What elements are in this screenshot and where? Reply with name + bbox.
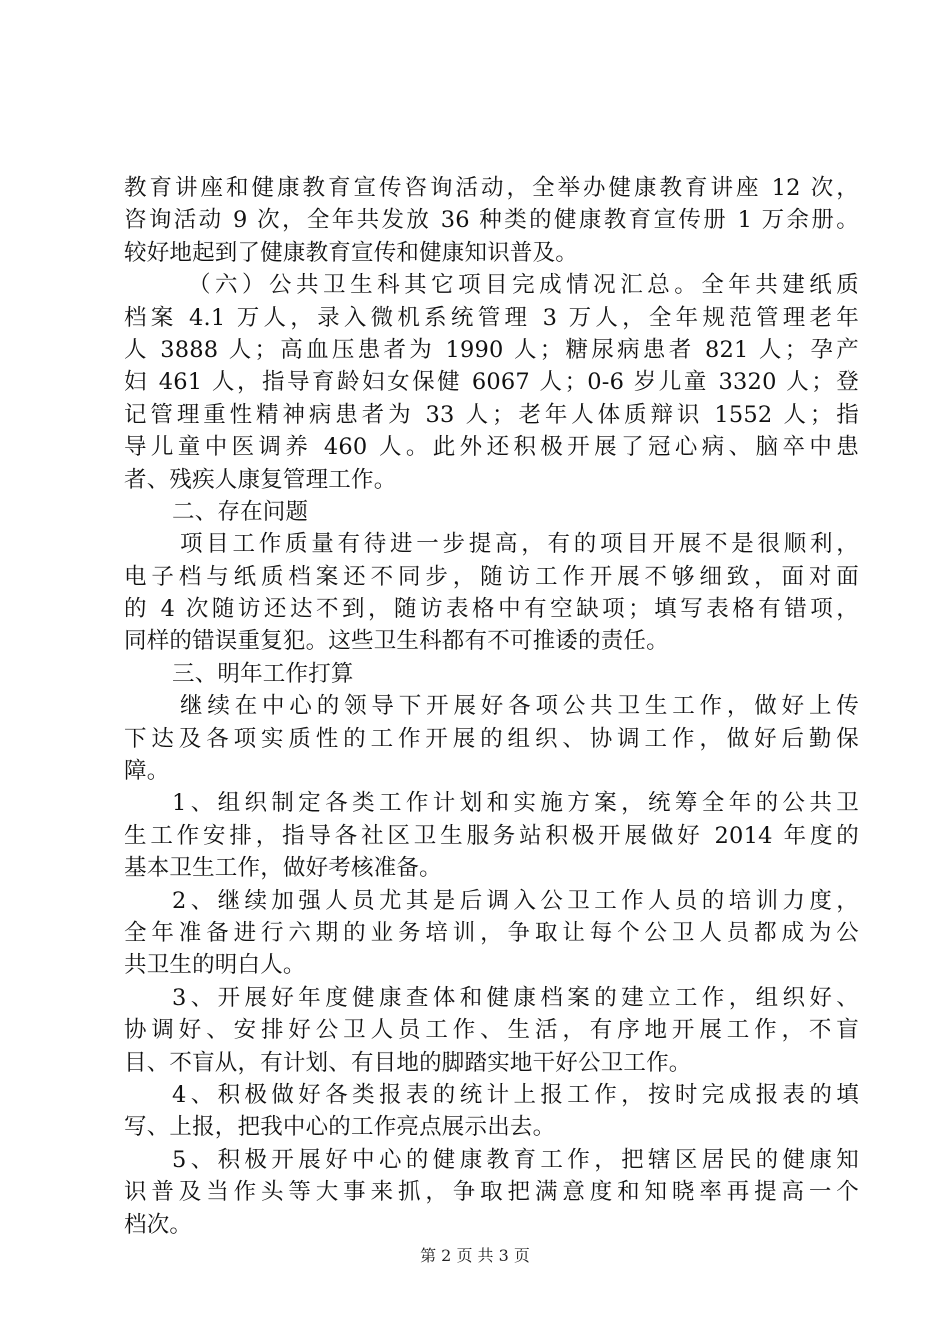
list-item-1-line: 1、组织制定各类工作计划和实施方案，统筹全年的公共卫 xyxy=(172,790,859,817)
text-line: 全年准备进行六期的业务培训，争取让每个公卫人员都成为公 xyxy=(124,919,859,946)
page-footer: 第 2 页 共 3 页 xyxy=(420,1246,530,1265)
text-line: 协调好、安排好公卫人员工作、生活，有序地开展工作，不盲 xyxy=(124,1017,859,1044)
list-item-2-line: 2、继续加强人员尤其是后调入公卫工作人员的培训力度， xyxy=(172,887,859,914)
text-line: 记管理重性精神病患者为 33 人；老年人体质辩识 1552 人；指 xyxy=(124,401,859,428)
text-line: 同样的错误重复犯。这些卫生科都有不可推诿的责任。 xyxy=(124,628,669,655)
document-body xyxy=(124,172,859,1241)
text-line: 人 3888 人；高血压患者为 1990 人；糖尿病患者 821 人；孕产 xyxy=(124,336,859,363)
text-line: 继续在中心的领导下开展好各项公共卫生工作，做好上传 xyxy=(180,693,859,720)
section-heading-problems: 二、存在问题 xyxy=(172,498,309,525)
text-line: 电子档与纸质档案还不同步，随访工作开展不够细致，面对面 xyxy=(124,563,859,590)
text-line: 项目工作质量有待进一步提高，有的项目开展不是很顺利， xyxy=(180,531,859,558)
text-line: 目、不盲从，有计划、有目地的脚踏实地干好公卫工作。 xyxy=(124,1049,692,1076)
text-line: 档次。 xyxy=(124,1211,193,1238)
text-line: 识普及当作头等大事来抓，争取把满意度和知晓率再提高一个 xyxy=(124,1179,859,1206)
text-line: 基本卫生工作，做好考核准备。 xyxy=(124,855,442,882)
section-heading-next-year-plan: 三、明年工作打算 xyxy=(172,660,354,687)
text-line: 教育讲座和健康教育宣传咨询活动，全举办健康教育讲座 12 次， xyxy=(124,175,859,201)
list-item-4-line: 4、积极做好各类报表的统计上报工作，按时完成报表的填 xyxy=(172,1081,859,1108)
section-six-heading-line: （六）公共卫生科其它项目完成情况汇总。全年共建纸质 xyxy=(188,272,859,299)
text-line: 较好地起到了健康教育宣传和健康知识普及。 xyxy=(124,239,579,266)
text-line: 下达及各项实质性的工作开展的组织、协调工作，做好后勤保 xyxy=(124,725,859,752)
text-line: 写、上报，把我中心的工作亮点展示出去。 xyxy=(124,1114,556,1141)
text-line: 导儿童中医调养 460 人。此外还积极开展了冠心病、脑卒中患 xyxy=(124,434,859,461)
text-line: 的 4 次随访还达不到，随访表格中有空缺项；填写表格有错项， xyxy=(124,596,859,623)
list-item-3-line: 3、开展好年度健康查体和健康档案的建立工作，组织好、 xyxy=(172,984,859,1011)
text-line: 咨询活动 9 次，全年共发放 36 种类的健康教育宣传册 1 万余册。 xyxy=(124,207,859,234)
text-line: 共卫生的明白人。 xyxy=(124,952,306,979)
text-line: 妇 461 人，指导育龄妇女保健 6067 人；0-6 岁儿童 3320 人；登 xyxy=(124,369,859,396)
list-item-5-line: 5、积极开展好中心的健康教育工作，把辖区居民的健康知 xyxy=(172,1146,859,1173)
text-line: 者、残疾人康复管理工作。 xyxy=(124,466,397,493)
text-line: 障。 xyxy=(124,758,170,785)
text-line: 生工作安排，指导各社区卫生服务站积极开展做好 2014 年度的 xyxy=(124,822,859,849)
text-line: 档案 4.1 万人，录入微机系统管理 3 万人，全年规范管理老年 xyxy=(124,304,859,331)
